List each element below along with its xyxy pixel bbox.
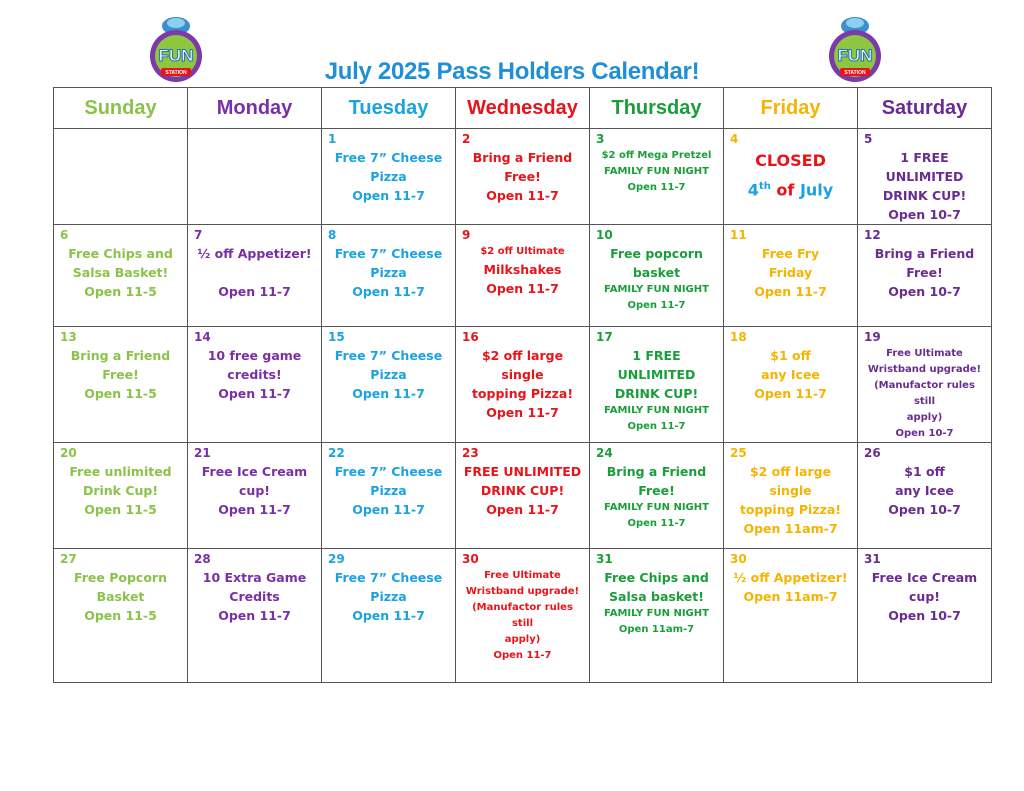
- day-number: 15: [328, 330, 345, 344]
- day-number: 24: [596, 446, 613, 460]
- day-cell: [456, 225, 590, 327]
- day-cell: [590, 549, 724, 683]
- day-number: 28: [194, 552, 211, 566]
- day-number: 31: [864, 552, 881, 566]
- day-event-line: DRINK CUP!: [614, 386, 699, 401]
- day-event-line: Milkshakes: [483, 262, 562, 277]
- day-event-line: Open 11-7: [218, 386, 291, 401]
- day-event-line: (Manufactor rules still: [472, 602, 573, 629]
- day-cell: [858, 129, 992, 225]
- day-cell: [858, 327, 992, 443]
- day-cell: [54, 443, 188, 549]
- day-event-line: Open 11-7: [486, 405, 559, 420]
- day-cell: [188, 327, 322, 443]
- day-event-line: Open 11-7: [486, 188, 559, 203]
- holiday-label: 4th of July: [747, 180, 834, 200]
- day-event-line: 1 FREE UNLIMITED: [885, 150, 964, 184]
- day-event-line: Free Fry: [761, 246, 820, 261]
- day-number: 1: [328, 132, 337, 146]
- day-cell: [188, 549, 322, 683]
- day-event-line: Open 10-7: [888, 284, 961, 299]
- day-number: 12: [864, 228, 881, 242]
- day-event-line: 10 free game: [207, 348, 302, 363]
- day-event-line: FAMILY FUN NIGHT: [604, 405, 709, 416]
- day-cell: [724, 327, 858, 443]
- day-event-line: Open 11-7: [627, 518, 686, 529]
- day-event-line: Free Chips and: [68, 246, 173, 261]
- day-cell: [724, 225, 858, 327]
- page-title: July 2025 Pass Holders Calendar!: [324, 58, 700, 85]
- day-event-line: cup!: [239, 483, 270, 498]
- day-number: 22: [328, 446, 345, 460]
- day-cell: [590, 129, 724, 225]
- day-cell: [54, 549, 188, 683]
- weekday-header: Friday: [724, 88, 858, 129]
- day-event-line: Free 7” Cheese: [334, 150, 443, 165]
- day-event-line: Open 11-7: [627, 300, 686, 311]
- day-cell: [456, 549, 590, 683]
- day-event-line: $2 off Ultimate: [480, 246, 565, 257]
- day-event-line: Drink Cup!: [82, 483, 159, 498]
- day-cell: [590, 225, 724, 327]
- day-event-line: CLOSED: [755, 151, 826, 170]
- day-event-line: Pizza: [370, 169, 407, 184]
- day-event-line: 10 Extra Game: [202, 570, 307, 585]
- day-event-line: DRINK CUP!: [882, 188, 967, 203]
- day-cell: [54, 327, 188, 443]
- day-number: 16: [462, 330, 479, 344]
- day-number: [192, 131, 317, 148]
- day-event-line: basket: [632, 265, 681, 280]
- day-event-line: topping Pizza!: [471, 386, 574, 401]
- svg-text:FUN: FUN: [158, 46, 194, 65]
- day-event-line: ½ off Appetizer!: [197, 246, 312, 261]
- day-event-line: Open 11-7: [627, 421, 686, 432]
- day-event-line: Open 11-7: [754, 284, 827, 299]
- day-event-line: Bring a Friend: [70, 348, 171, 363]
- day-number: 29: [328, 552, 345, 566]
- day-cell: [858, 225, 992, 327]
- day-event-line: Bring a Friend: [874, 246, 975, 261]
- day-number: 6: [60, 228, 69, 242]
- weekday-header: Tuesday: [322, 88, 456, 129]
- day-cell: [188, 225, 322, 327]
- day-event-line: $1 off: [904, 464, 945, 479]
- day-cell: [724, 443, 858, 549]
- day-event-line: [192, 263, 317, 282]
- day-event-line: FAMILY FUN NIGHT: [604, 284, 709, 295]
- day-event-line: Open 11-7: [754, 386, 827, 401]
- day-event-line: Open 11-7: [218, 502, 291, 517]
- weekday-header: Saturday: [858, 88, 992, 129]
- day-event-line: Free 7” Cheese: [334, 570, 443, 585]
- day-event-line: topping Pizza!: [739, 502, 842, 517]
- day-event-line: cup!: [909, 589, 940, 604]
- day-number: 11: [730, 228, 747, 242]
- day-number: 2: [462, 132, 471, 146]
- day-event-line: Salsa basket!: [609, 589, 704, 604]
- day-cell: [724, 129, 858, 225]
- day-event-line: DRINK CUP!: [480, 483, 565, 498]
- day-event-line: Free 7” Cheese: [334, 348, 443, 363]
- day-cell: [456, 129, 590, 225]
- day-event-line: Free!: [102, 367, 139, 382]
- week-row: [54, 549, 992, 683]
- day-event-line: $2 off large single: [481, 348, 564, 382]
- day-event-line: Pizza: [370, 483, 407, 498]
- day-number: 23: [462, 446, 479, 460]
- day-cell: [858, 443, 992, 549]
- week-row: [54, 129, 992, 225]
- day-number: [58, 131, 183, 148]
- day-cell: [54, 129, 188, 225]
- svg-text:FUN: FUN: [837, 46, 873, 65]
- day-event-line: Open 11am-7: [618, 624, 695, 635]
- day-cell: [54, 225, 188, 327]
- day-event-line: Open 11-7: [352, 188, 425, 203]
- week-row: [54, 225, 992, 327]
- day-event-line: Open 11-7: [627, 182, 686, 193]
- day-event-line: FREE UNLIMITED: [463, 464, 582, 479]
- day-event-line: Bring a Friend: [606, 464, 707, 479]
- day-cell: [188, 129, 322, 225]
- day-event-line: Open 11-7: [218, 608, 291, 623]
- day-event-line: Free Popcorn: [74, 570, 167, 585]
- day-event-line: any Icee: [895, 483, 954, 498]
- day-cell: [322, 549, 456, 683]
- day-number: 13: [60, 330, 77, 344]
- day-event-line: Open 11-7: [352, 386, 425, 401]
- day-number: 10: [596, 228, 613, 242]
- day-cell: [456, 443, 590, 549]
- day-event-line: Credits: [229, 589, 280, 604]
- day-event-line: Free 7” Cheese: [334, 246, 443, 261]
- day-number: 19: [864, 330, 881, 344]
- day-event-line: apply): [906, 412, 943, 423]
- day-event-line: Friday: [768, 265, 813, 280]
- day-event-line: Open 10-7: [888, 502, 961, 517]
- day-event-line: Open 11-7: [352, 608, 425, 623]
- day-cell: [322, 129, 456, 225]
- day-event-line: $2 off large single: [749, 464, 832, 498]
- day-event-line: Pizza: [370, 367, 407, 382]
- day-cell: [590, 327, 724, 443]
- day-event-line: $2 off Mega Pretzel: [601, 150, 712, 161]
- day-event-line: Open 11-5: [84, 386, 157, 401]
- day-event-line: Open 11-7: [486, 281, 559, 296]
- day-event-line: FAMILY FUN NIGHT: [604, 166, 709, 177]
- day-event-line: Open 10-7: [888, 207, 961, 222]
- svg-text:STATION: STATION: [844, 70, 866, 76]
- day-number: 14: [194, 330, 211, 344]
- day-cell: [590, 443, 724, 549]
- day-event-line: Open 11-5: [84, 608, 157, 623]
- day-cell: [322, 225, 456, 327]
- weekday-header-row: [54, 88, 992, 129]
- day-event-line: Open 11-5: [84, 284, 157, 299]
- day-event-line: Free!: [504, 169, 541, 184]
- day-event-line: Open 10-7: [895, 428, 954, 439]
- day-event-line: Basket: [96, 589, 145, 604]
- day-number: 20: [60, 446, 77, 460]
- day-number: 4: [730, 132, 739, 146]
- day-cell: [188, 443, 322, 549]
- day-event-line: Free Chips and: [604, 570, 709, 585]
- weekday-header: Monday: [188, 88, 322, 129]
- weekday-header: Wednesday: [456, 88, 590, 129]
- day-event-line: Free Ultimate: [886, 348, 963, 359]
- day-event-line: credits!: [227, 367, 282, 382]
- day-number: 21: [194, 446, 211, 460]
- day-event-line: Open 11-7: [218, 284, 291, 299]
- week-row: [54, 443, 992, 549]
- day-event-line: Free Ice Cream: [871, 570, 978, 585]
- day-number: 5: [864, 132, 873, 146]
- day-number: 17: [596, 330, 613, 344]
- day-number: 30: [730, 552, 747, 566]
- day-event-line: Open 11-7: [352, 502, 425, 517]
- day-number: 26: [864, 446, 881, 460]
- day-event-line: Free 7” Cheese: [334, 464, 443, 479]
- day-event-line: 1 FREE UNLIMITED: [617, 348, 696, 382]
- day-cell: [724, 549, 858, 683]
- day-cell: [322, 443, 456, 549]
- calendar-table: [53, 87, 992, 683]
- day-event-line: Pizza: [370, 265, 407, 280]
- day-event-line: Bring a Friend: [472, 150, 573, 165]
- day-event-line: Free Ultimate: [484, 570, 561, 581]
- day-event-line: Open 11-7: [493, 650, 552, 661]
- day-number: 31: [596, 552, 613, 566]
- day-event-line: Open 10-7: [888, 608, 961, 623]
- day-event-line: Salsa Basket!: [72, 265, 169, 280]
- day-number: 7: [194, 228, 203, 242]
- day-event-line: $1 off: [770, 348, 811, 363]
- day-event-line: Free Ice Cream: [201, 464, 308, 479]
- day-event-line: Open 11am-7: [743, 521, 838, 536]
- day-event-line: (Manufactor rules still: [874, 380, 975, 407]
- day-number: 8: [328, 228, 337, 242]
- day-number: 3: [596, 132, 605, 146]
- weekday-header: Thursday: [590, 88, 724, 129]
- day-event-line: apply): [504, 634, 541, 645]
- day-event-line: FAMILY FUN NIGHT: [604, 608, 709, 619]
- day-number: 25: [730, 446, 747, 460]
- day-event-line: Wristband upgrade!: [867, 364, 982, 375]
- day-event-line: any Icee: [761, 367, 820, 382]
- day-event-line: Free!: [906, 265, 943, 280]
- week-row: [54, 327, 992, 443]
- day-number: 27: [60, 552, 77, 566]
- svg-text:STATION: STATION: [165, 70, 187, 76]
- day-event-line: Pizza: [370, 589, 407, 604]
- day-event-line: FAMILY FUN NIGHT: [604, 502, 709, 513]
- day-number: 30: [462, 552, 479, 566]
- day-number: 9: [462, 228, 471, 242]
- weekday-header: Sunday: [54, 88, 188, 129]
- day-event-line: Open 11-5: [84, 502, 157, 517]
- day-event-line: Free!: [638, 483, 675, 498]
- day-cell: [456, 327, 590, 443]
- day-cell: [858, 549, 992, 683]
- day-event-line: Free unlimited: [69, 464, 172, 479]
- day-event-line: Free popcorn: [610, 246, 703, 261]
- day-event-line: Open 11am-7: [743, 589, 838, 604]
- day-event-line: Open 11-7: [352, 284, 425, 299]
- day-event-line: Open 11-7: [486, 502, 559, 517]
- day-event-line: ½ off Appetizer!: [733, 570, 848, 585]
- day-number: 18: [730, 330, 747, 344]
- day-cell: [322, 327, 456, 443]
- day-event-line: Wristband upgrade!: [465, 586, 580, 597]
